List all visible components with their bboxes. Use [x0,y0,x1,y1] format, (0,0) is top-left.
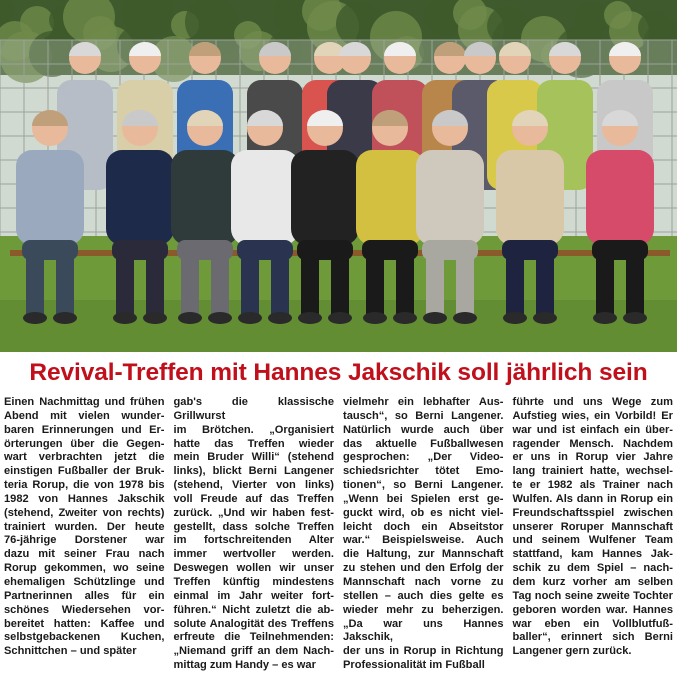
text-line: war eben ein Vollblutfuß- [512,617,673,630]
person-shoe [298,312,322,324]
person-shoe [23,312,47,324]
person-leg [596,255,614,315]
person-leg [506,255,524,315]
person-shoe [423,312,447,324]
person-body [496,150,564,245]
person-leg [536,255,554,315]
person-shoe [113,312,137,324]
text-line: einmal im Jahr weiter fort- [173,589,334,602]
text-line: vielmehr ein lebhafter Aus- [343,396,504,408]
person-leg [26,255,44,315]
text-line: solute Analogität des Treffens [173,617,334,630]
text-line: wart verbrachten jetzt die [4,451,165,464]
text-line: (stehend, Zweiter von rechts) [4,506,165,519]
text-line: te er 1982 als Trainer nach [512,479,673,492]
text-line: die Haltung, zur Mannschaft [343,548,504,561]
article-column-3 [343,396,504,672]
text-line: 76-jährige Dorstener war [4,534,165,547]
person-leg [271,255,289,315]
text-line: zurück. „Und wir haben fest- [173,506,334,519]
text-line: unserer Roruper Mannschaft [512,520,673,533]
text-line: Rorup gekommen, wo seine [4,562,165,575]
person-shoe [503,312,527,324]
person-shoe [208,312,232,324]
text-line: gab's die klassische Grillwurst [173,396,334,422]
text-line: Freundschaftsspiel zwischen [512,506,673,519]
text-line: Tag noch seine zweite Tochter [512,589,673,602]
text-line: der uns in Rorup in Richtung [343,645,504,658]
text-line: Einen Nachmittag und frühen [4,396,165,408]
article-headline: Revival-Treffen mit Hannes Jakschik soll jährlich sein [29,359,648,386]
text-line: baren Erinnerungen und Er- [4,423,165,436]
person-shoe [593,312,617,324]
text-line: Schnittchen – und später [4,645,137,658]
text-line: wieder mehr zu beherzigen. [343,603,504,616]
article-column-2 [173,396,335,672]
person-shoe [533,312,557,324]
text-line: selbstgebackenen Kuchen, [4,631,165,644]
person-shoe [143,312,167,324]
text-line: mittag zum Handy – es war [173,659,316,672]
text-line: bereitet hatten: Kaffee und [4,617,165,630]
person-shoe [53,312,77,324]
text-line: mein Bruder Willi“ (stehend [173,451,334,464]
article-column-4 [513,396,674,664]
text-line: „Wenn bei Spielen erst ge- [343,492,504,505]
text-line: Aufstieg wies, ein Vorbild! Er [512,409,673,422]
person-body [356,150,424,245]
article-body [4,396,673,672]
text-line: führen.“ Nicht zuletzt die ab- [173,603,334,616]
person-leg [146,255,164,315]
text-line: tausch“, so Berni Langener. [343,409,504,422]
person-leg [331,255,349,315]
text-line: ragender Mensch. Nachdem [512,437,673,450]
text-line: 1982 von Hannes Jakschik [4,492,165,505]
text-line: schik zu dem Spiel – nach- [512,562,673,575]
text-line: erfreute die Teilnehmenden: [173,631,334,644]
text-line: Professionalität im Fußball [343,659,485,672]
text-line: ehemaligen Schützlinge und [4,575,165,588]
person-body [171,150,239,245]
person-shoe [178,312,202,324]
text-line: gestellt, dass solche Treffen [173,520,334,533]
text-line: gesprochen: „Der Video- [343,451,504,464]
text-line: und seinem Wulfener Team [512,534,673,547]
text-line: örterungen über die Gegen- [4,437,165,450]
text-line: Treffen künftig mindestens [173,575,334,588]
person-leg [626,255,644,315]
text-line: Langener gern zurück. [512,645,632,658]
text-line: (stehend, Vierter von links) [173,479,334,492]
text-line: links), blickt Berni Langener [173,465,334,478]
text-line: hatte das Treffen wieder [173,437,334,450]
person-body [291,150,359,245]
text-line: „Da war uns Hannes Jakschik, [343,617,504,644]
text-line: Wulfen. Als dann in Rorup ein [512,492,673,505]
person-leg [426,255,444,315]
text-line: voll Freude auf das Treffen [173,492,334,505]
person-body [16,150,84,245]
hedge-leaves [604,1,632,29]
text-line: trainiert wurden. Der heute [4,520,165,533]
person-body [106,150,174,245]
text-line: war.“ Beispielsweise. Auch [343,534,504,547]
text-line: teria Rorup, die von 1978 bis [4,479,165,492]
person-leg [396,255,414,315]
text-line: das aktuelle Fußballwesen [343,437,504,450]
person-body [231,150,299,245]
person-leg [116,255,134,315]
person-body [416,150,484,245]
article-column-1 [4,396,165,664]
text-line: immer wertvoller werden. [173,548,334,561]
text-line: im Brötchen. „Organisiert [173,423,334,436]
text-line: Abend mit vielen wunder- [4,409,165,422]
text-line: leicht doch ein Abseitstor [343,520,504,533]
text-line: schiedsrichter tötet Emo- [343,465,504,478]
text-line: stattfand, kam Hannes Jak- [512,548,673,561]
text-line: im fortschreitenden Alter [173,534,334,547]
text-line: einstigen Fußballer der Bruk- [4,465,165,478]
text-line: Mannschaft nach vorne zu [343,575,504,588]
person-shoe [623,312,647,324]
person-leg [456,255,474,315]
person-leg [241,255,259,315]
text-line: zu stehen und den Erfolg der [343,562,504,575]
person-leg [366,255,384,315]
person-body [586,150,654,245]
person-shoe [393,312,417,324]
text-line: Partnerinnen alles für ein [4,589,165,602]
text-line: baller“, erinnert sich Berni [512,631,673,644]
person-leg [301,255,319,315]
text-line: guckt wird, ob es nicht viel- [343,506,504,519]
person-shoe [268,312,292,324]
text-line: geboren worden war. Hannes [512,603,673,616]
text-line: Natürlich wurde auch über [343,423,504,436]
text-line: stellen – auch dies gelte es [343,589,504,602]
text-line: tionen“, so Berni Langener. [343,479,504,492]
person-leg [56,255,74,315]
text-line: lang trainiert hatte, wechsel- [512,465,673,478]
person-shoe [328,312,352,324]
person-leg [211,255,229,315]
text-line: er uns in Rorup vier Jahre [512,451,673,464]
person-shoe [453,312,477,324]
text-line: dazu mit seiner Frau nach [4,548,165,561]
text-line: „Niemand griff an dem Nach- [173,645,334,658]
person-leg [181,255,199,315]
person-shoe [363,312,387,324]
person-shoe [238,312,262,324]
text-line: schönes Wiedersehen vor- [4,603,165,616]
text-line: Deswegen wollen wir unser [173,562,334,575]
text-line: führte und uns Wege zum [512,396,673,408]
text-line: dem kurz vorher am selben [512,575,673,588]
text-line: war und ist einfach ein über- [512,423,673,436]
